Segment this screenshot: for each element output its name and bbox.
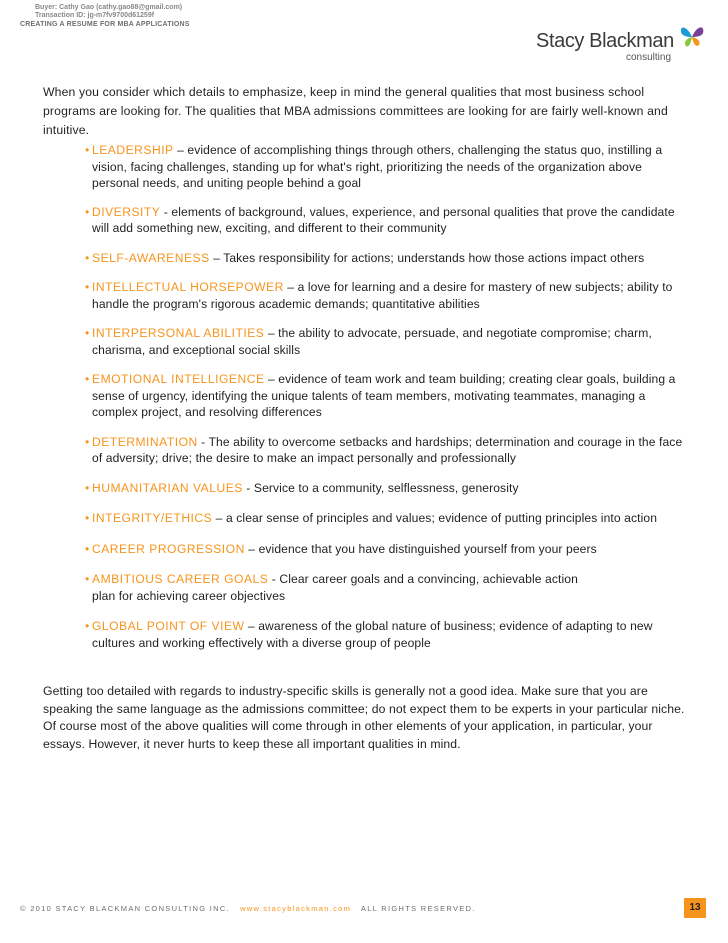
bullet-icon: •	[85, 372, 90, 386]
bullet-icon: •	[85, 143, 90, 157]
bullet-icon: •	[85, 480, 90, 495]
quality-term: HUMANITARIAN VALUES	[92, 480, 243, 495]
quality-diversity	[85, 204, 689, 237]
quality-leadership	[85, 142, 689, 192]
quality-term: INTEGRITY/ETHICS	[92, 511, 213, 525]
quality-self-awareness	[85, 250, 689, 267]
separator: –	[209, 250, 224, 265]
transaction-line: Transaction ID: jg-m7fv9700d61259f	[35, 12, 155, 19]
separator: -	[242, 480, 254, 495]
separator: -	[197, 434, 209, 449]
quality-description: a clear sense of principles and values; evidence of putting principles into action	[225, 511, 658, 525]
rights-text: ALL RIGHTS RESERVED.	[360, 904, 476, 913]
quality-description: The ability to overcome setbacks and hardships; determination and courage in the face of adversity; drive; the desire to make an impact personally and professionally	[92, 434, 683, 465]
quality-description: a love for learning and a desire for mastery of new subjects; ability to handle the program's rigorous academic demands; quantitative abilities	[92, 280, 673, 311]
bullet-icon: •	[85, 619, 90, 633]
quality-description: Service to a community, selflessness, generosity	[253, 480, 519, 495]
quality-term: DIVERSITY	[92, 204, 161, 219]
quality-humanitarian-values	[85, 480, 689, 497]
quality-ambitious-career-goals	[85, 571, 689, 604]
separator: -	[268, 572, 280, 586]
running-title: CREATING A RESUME FOR MBA APPLICATIONS	[20, 21, 190, 28]
bullet-icon: •	[85, 204, 90, 219]
quality-career-progression	[85, 541, 689, 558]
quality-term: DETERMINATION	[92, 434, 198, 449]
quality-term: GLOBAL POINT OF VIEW	[92, 619, 245, 633]
separator: –	[212, 511, 226, 525]
quality-term: EMOTIONAL INTELLIGENCE	[92, 372, 265, 386]
quality-integrity-ethics	[85, 510, 689, 527]
quality-description: evidence of team work and team building; creating clear goals, building a sense of urgency, identifying the unique talents of team members, motivating teammates, managing a complex project, and resolving differences	[92, 372, 676, 419]
page-number: 13	[684, 898, 706, 918]
quality-emotional-intelligence	[85, 371, 689, 421]
separator: -	[160, 204, 172, 219]
buyer-watermark	[35, 4, 182, 20]
separator: –	[283, 280, 298, 294]
bullet-icon: •	[85, 280, 90, 294]
separator: –	[244, 541, 259, 556]
company-logo	[536, 22, 708, 66]
quality-term: INTELLECTUAL HORSEPOWER	[92, 280, 284, 294]
quality-term: INTERPERSONAL ABILITIES	[92, 326, 265, 340]
bullet-icon: •	[85, 326, 90, 340]
copyright-text: © 2010 STACY BLACKMAN CONSULTING INC.	[20, 904, 230, 913]
quality-term: AMBITIOUS CAREER GOALS	[92, 572, 269, 586]
quality-intellectual-horsepower	[85, 279, 689, 312]
bullet-icon: •	[85, 434, 90, 449]
quality-interpersonal-abilities	[85, 325, 689, 358]
page-footer	[20, 904, 476, 913]
bullet-icon: •	[85, 572, 90, 586]
quality-description: evidence that you have distinguished yourself from your peers	[258, 541, 597, 556]
quality-description: Clear career goals and a convincing, achievable action plan for achieving career objectives	[92, 572, 578, 603]
buyer-line: Buyer: Cathy Gao (cathy.gao88@gmail.com)	[35, 4, 183, 11]
quality-description: Takes responsibility for actions; understands how those actions impact others	[223, 250, 645, 265]
quality-term: SELF-AWARENESS	[92, 250, 210, 265]
bullet-icon: •	[85, 541, 90, 556]
logo-name: Stacy Blackman	[536, 30, 674, 52]
separator: –	[244, 619, 259, 633]
separator: –	[264, 372, 279, 386]
logo-subtitle: consulting	[626, 52, 672, 63]
bullet-icon: •	[85, 511, 90, 525]
website-link[interactable]: www.stacyblackman.com	[240, 904, 352, 913]
bullet-icon: •	[85, 250, 90, 265]
closing-paragraph: Getting too detailed with regards to industry-specific skills is generally not a good idea. Make sure that you are speaking the same language as the admissions committee; do not expect them to be experts in your particular niche. Of course most of the above qualities will come through in other elements of your application, in particular, your essays. However, it never hurts to keep these all important qualities in mind.	[43, 684, 685, 751]
butterfly-logo-icon	[678, 22, 706, 50]
quality-term: CAREER PROGRESSION	[92, 541, 245, 556]
quality-description: the ability to advocate, persuade, and negotiate compromise; charm, charisma, and exceptional social skills	[92, 326, 652, 357]
intro-paragraph: When you consider which details to emphasize, keep in mind the general qualities that most business school programs are looking for. The qualities that MBA admissions committees are looking for are fairly well-known and intuitive.	[43, 85, 668, 137]
quality-description: elements of background, values, experience, and personal qualities that prove the candidate will add something new, exciting, and different to their community	[92, 204, 675, 235]
quality-description: evidence of accomplishing things through others, challenging the status quo, instilling a vision, facing challenges, standing up for what's right, prioritizing the needs of the organization above personal needs, and uniting people behind a goal	[92, 143, 663, 190]
separator: –	[173, 143, 188, 157]
separator: –	[264, 326, 279, 340]
qualities-list	[85, 142, 689, 651]
quality-determination	[85, 434, 689, 467]
quality-term: LEADERSHIP	[92, 143, 174, 157]
quality-global-point-of-view	[85, 618, 689, 651]
quality-description: awareness of the global nature of business; evidence of adapting to new cultures and working effectively with a diverse group of people	[92, 619, 653, 650]
